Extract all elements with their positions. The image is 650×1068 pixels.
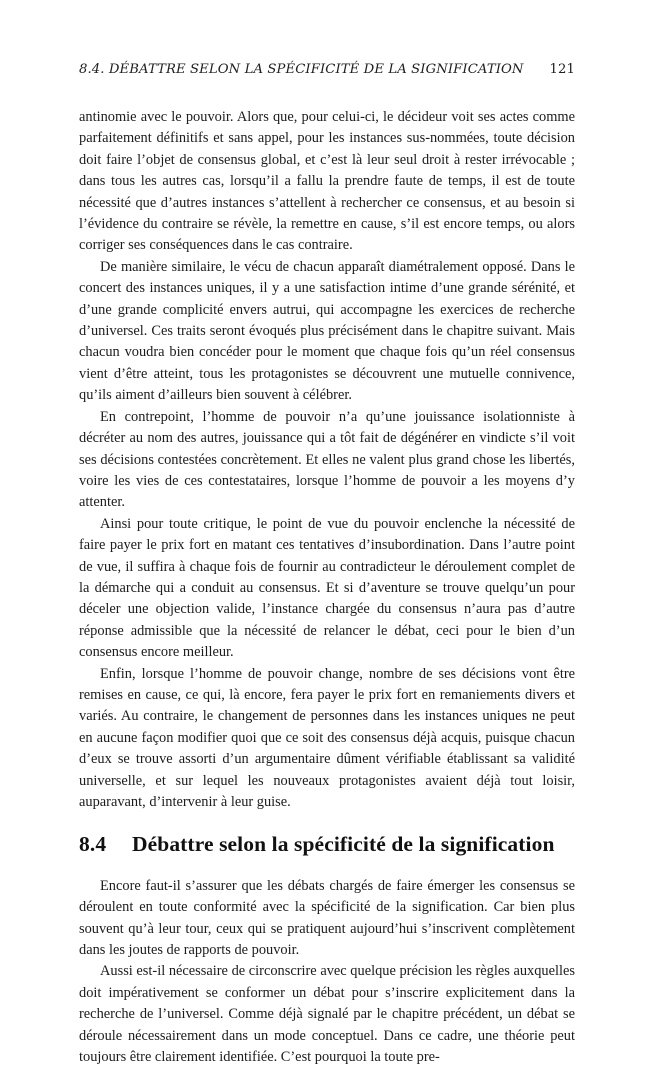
- section-number: 8.4: [79, 832, 107, 857]
- paragraph: Ainsi pour toute critique, le point de vue du pouvoir enclenche la nécessité de faire payer le prix fort en matant ces tentatives d’insubordination. Dans l’autre point de vue, il suffira à chaque fois de fournir au contradicteur le déroulement complet de la démarche qui a conduit au consensus. Et si d’aventure se trouve quelqu’un pour déceler une objection valide, l’instance chargée du consensus n’aura pas d’autre réponse admissible que la nécessité de relancer le débat, ceci pour le bien d’un consensus encore meilleur.: [79, 515, 575, 661]
- section-title: Débattre selon la spécificité de la signification: [132, 832, 555, 857]
- paragraph: Encore faut-il s’assurer que les débats chargés de faire émerger les consensus se déroulent en toute conformité avec la spécificité de la signification. Car bien plus souvent qu’à leur tour, ceux qui se pratiquent aujourd’hui s’inscrivent complètement dans les joutes de rapports de pouvoir.: [79, 877, 575, 959]
- running-header: [79, 62, 575, 78]
- paragraph: De manière similaire, le vécu de chacun apparaît diamétralement opposé. Dans le concert des instances uniques, il y a une satisfaction intime d’une grande sérénité, et d’une grande complicité envers autrui, qui accompagne les exercices de recherche d’universel. Ces traits seront évoqués plus précisément dans le chapitre suivant. Mais chacun voudra bien concéder pour le moment que chaque fois qu’un réel consensus vient d’être atteint, tous les protagonistes se découvrent une mutuelle connivence, qu’ils aiment d’ailleurs bien souvent à célébrer.: [79, 258, 575, 404]
- book-page: [79, 62, 575, 1068]
- paragraph: En contrepoint, l’homme de pouvoir n’a qu’une jouissance isolationniste à décréter au nom des autres, jouissance qui a tôt fait de dégénérer en vindicte s’il voit ses décisions contestées concrètement. Et elles ne valent plus grand chose les libertés, voire les vies de ces contestataires, lorsque l’homme de pouvoir a les moyens d’y attenter.: [79, 408, 575, 511]
- paragraph: Aussi est-il nécessaire de circonscrire avec quelque précision les règles auxquelles doit impérativement se conformer un débat pour s’inscrire explicitement dans la recherche de l’universel. Comme déjà signalé par le chapitre précédent, un débat se déroule nécessairement dans un mode conceptuel. Dans ce cadre, une théorie peut toujours être clairement identifiée. C’est pourquoi la toute pre-: [79, 963, 575, 1066]
- main-text: [79, 107, 575, 1068]
- chapter-title: 8.4. DÉBATTRE SELON LA SPÉCIFICITÉ DE LA SIGNIFICATION: [79, 62, 524, 77]
- paragraph: antinomie avec le pouvoir. Alors que, pour celui-ci, le décideur voit ses actes comme parfaitement définitifs et sans appel, pour les instances sus-nommées, toute décision doit faire l’objet de consensus global, et c’est là leur seul droit à rester irrévocable ; dans tous les autres cas, lorsqu’il a fallu la prendre faute de temps, il est de toute nécessité que d’autres instances s’attellent à rechercher ce consensus, et au besoin si l’évidence du contraire se révèle, la remettre en cause, s’il est encore temps, ou alors corriger ses conséquences dans le cas contraire.: [79, 109, 575, 254]
- page-number: 121: [549, 62, 575, 77]
- section-heading: [79, 834, 575, 855]
- paragraph: Enfin, lorsque l’homme de pouvoir change, nombre de ses décisions vont être remises en cause, ce qui, là encore, fera payer le prix fort en remaniements divers et variés. Au contraire, le changement de personnes dans les instances uniques ne peut en aucune façon modifier quoi que ce soit des consensus déjà acquis, puisque chacun d’eux se trouve assorti d’un argumentaire dûment vérifiable établissant sa validité universelle, et sur lequel les nouveaux protagonistes avaient déjà tout loisir, auparavant, d’intervenir à leur guise.: [79, 665, 575, 810]
